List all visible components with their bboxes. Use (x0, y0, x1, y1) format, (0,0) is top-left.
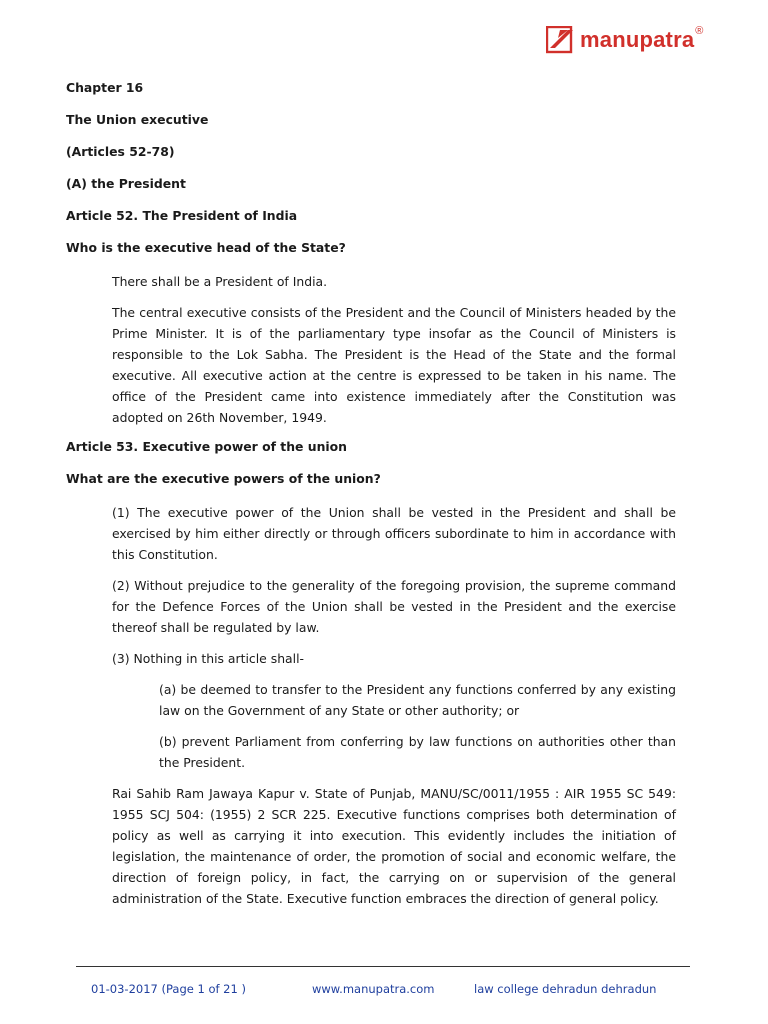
case-citation: Rai Sahib Ram Jawaya Kapur v. State of Punjab, MANU/SC/0011/1955 : AIR 1955 SC 549: 1955 SCJ 504: (1955) 2 SCR 225. Executive functions comprises both determination of policy as well as carrying it into execution. This evidently includes the initiation of legislation, the maintenance of order, the promotion of social and economic welfare, the direction of foreign policy, in fact, the carrying on or supervision of the general administration of the State. Executive function embraces the direction of general policy. (112, 786, 676, 906)
clause-3b: (b) prevent Parliament from conferring by law functions on authorities other than the President. (159, 734, 676, 770)
chapter-title: The Union executive (66, 112, 209, 127)
articles-range: (Articles 52-78) (66, 144, 175, 159)
document-body (66, 79, 676, 919)
article-52-text: There shall be a President of India. (112, 274, 328, 289)
registered-mark: ® (695, 25, 704, 37)
clause-3a: (a) be deemed to transfer to the President any functions conferred by any existing law on the Government of any State or other authority; or (159, 682, 676, 718)
article-52-heading: Article 52. The President of India (66, 208, 298, 223)
question-53: What are the executive powers of the union? (66, 471, 381, 486)
brand-logo (546, 26, 703, 54)
footer-divider (76, 966, 690, 967)
chapter-number: Chapter 16 (66, 80, 144, 95)
footer-user: law college dehradun dehradun (474, 982, 657, 996)
footer-date-page: 01-03-2017 (Page 1 of 21 ) (91, 982, 246, 996)
manupatra-logo-icon (546, 26, 576, 54)
clause-2: (2) Without prejudice to the generality of the foregoing provision, the supreme command for the Defence Forces of the Union shall be vested in the President and the exercise thereof shall be regulated by law. (112, 578, 676, 635)
footer-site-link[interactable]: www.manupatra.com (312, 982, 435, 996)
section-heading: (A) the President (66, 176, 186, 191)
article-52-commentary: The central executive consists of the President and the Council of Ministers headed by the Prime Minister. It is of the parliamentary type insofar as the Council of Ministers is responsible to the Lok Sabha. The President is the Head of the State and the formal executive. All executive action at the centre is expressed to be taken in his name. The office of the President came into existence immediately after the Constitution was adopted on 26th November, 1949. (112, 305, 676, 425)
article-53-heading: Article 53. Executive power of the union (66, 439, 347, 454)
brand-name: manupatra (580, 27, 695, 52)
clause-1: (1) The executive power of the Union shall be vested in the President and shall be exercised by him either directly or through officers subordinate to him in accordance with this Constitution. (112, 505, 676, 562)
question-52: Who is the executive head of the State? (66, 240, 346, 255)
clause-3: (3) Nothing in this article shall- (112, 651, 304, 666)
